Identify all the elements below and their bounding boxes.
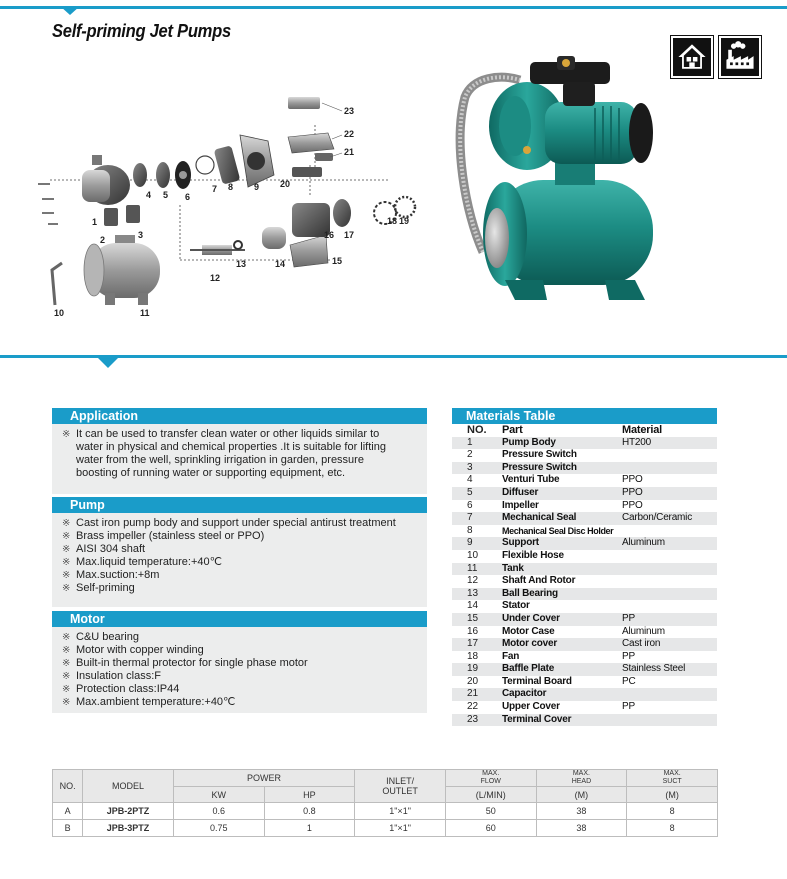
bullet-icon: ※ — [62, 697, 71, 708]
materials-cell-no: 17 — [467, 638, 479, 650]
motor-item: Motor with copper winding — [76, 644, 204, 656]
callout-11: 11 — [140, 308, 150, 318]
materials-row — [452, 714, 717, 727]
callout-2: 2 — [100, 235, 106, 245]
materials-cell-no: 5 — [467, 486, 473, 498]
pump-item: Self-priming — [76, 582, 135, 594]
materials-cell-part: Mechanical Seal — [502, 512, 577, 524]
materials-cell-no: 20 — [467, 675, 479, 687]
spec-flow-header: MAX. FLOW — [445, 770, 536, 787]
spec-suct-header: MAX. SUCT — [627, 770, 718, 787]
motor-item: Insulation class:F — [76, 670, 161, 682]
callout-8: 8 — [228, 182, 234, 192]
materials-cell-material: PP — [622, 612, 635, 624]
bullet-icon: ※ — [62, 429, 71, 440]
bullet-icon: ※ — [62, 544, 71, 555]
application-line: boosting of running water or supporting equipment, etc. — [76, 467, 346, 479]
spec-row: A JPB-2PTZ 0.6 0.8 1"×1" 50 38 8 — [53, 803, 718, 820]
materials-cell-no: 21 — [467, 688, 479, 700]
spec-model-header: MODEL — [83, 770, 174, 803]
materials-row — [452, 487, 717, 500]
application-line: water from the well, sprinkling irrigation in garden, pressure — [76, 454, 364, 466]
materials-cell-material — [622, 563, 717, 576]
spec-no-header: NO. — [53, 770, 83, 803]
materials-cell-material: Aluminum — [622, 537, 665, 549]
callout-9: 9 — [254, 182, 260, 192]
motor-item: Built-in thermal protector for single phase motor — [76, 657, 308, 669]
materials-cell-material — [622, 600, 717, 613]
materials-cell-part: Venturi Tube — [502, 474, 560, 486]
materials-cell-part: Mechanical Seal Disc Holder — [502, 525, 614, 536]
bullet-icon: ※ — [62, 632, 71, 643]
materials-row — [452, 575, 717, 588]
materials-cell-no: 6 — [467, 499, 473, 511]
materials-cell-part: Stator — [502, 600, 530, 612]
application-line: It can be used to transfer clean water or other liquids similar to — [76, 428, 380, 440]
materials-cell-part: Diffuser — [502, 486, 539, 498]
materials-cell-no: 19 — [467, 663, 479, 675]
materials-cell-no: 11 — [467, 562, 478, 574]
materials-row — [452, 613, 717, 626]
bullet-icon: ※ — [62, 557, 71, 568]
bullet-icon: ※ — [62, 570, 71, 581]
materials-cell-no: 12 — [467, 575, 479, 587]
materials-cell-part: Shaft And Rotor — [502, 575, 576, 587]
materials-cell-material: Cast iron — [622, 638, 661, 650]
callout-19: 19 — [399, 216, 410, 226]
materials-cell-part: Terminal Cover — [502, 713, 572, 725]
spec-flow-unit: (L/MIN) — [445, 787, 536, 803]
materials-row — [452, 474, 717, 487]
col-material-header: Material — [622, 424, 662, 436]
materials-cell-no: 18 — [467, 650, 479, 662]
materials-cell-material — [622, 714, 717, 727]
materials-row — [452, 449, 717, 462]
callout-5: 5 — [163, 190, 169, 200]
exploded-parts-diagram — [30, 95, 430, 325]
materials-row — [452, 588, 717, 601]
materials-cell-part: Ball Bearing — [502, 587, 558, 599]
materials-cell-material — [622, 449, 717, 462]
materials-row — [452, 437, 717, 450]
materials-cell-material — [622, 588, 717, 601]
house-icon — [671, 36, 713, 78]
callout-21: 21 — [344, 147, 355, 157]
materials-row — [452, 600, 717, 613]
application-body — [52, 424, 427, 494]
materials-cell-material — [622, 525, 717, 538]
materials-row — [452, 462, 717, 475]
top-rule — [0, 6, 787, 9]
materials-cell-part: Fan — [502, 650, 520, 662]
spec-hp-header: HP — [264, 787, 355, 803]
materials-cell-no: 10 — [467, 549, 479, 561]
section-divider-tab — [97, 357, 119, 368]
materials-cell-material: Stainless Steel — [622, 663, 686, 675]
col-no-header: NO. — [467, 424, 487, 436]
materials-cell-no: 15 — [467, 612, 479, 624]
materials-table — [452, 424, 717, 726]
bullet-icon: ※ — [62, 531, 71, 542]
materials-cell-no: 7 — [467, 512, 473, 524]
materials-cell-no: 23 — [467, 713, 479, 725]
materials-row — [452, 676, 717, 689]
spec-head-header: MAX. HEAD — [536, 770, 627, 787]
page-title: Self-priming Jet Pumps — [52, 21, 231, 41]
materials-row — [452, 537, 717, 550]
callout-6: 6 — [185, 192, 191, 202]
pump-item: Max.liquid temperature:+40℃ — [76, 556, 222, 568]
callout-14: 14 — [275, 259, 286, 269]
callout-4: 4 — [146, 190, 152, 200]
motor-item: Max.ambient temperature:+40℃ — [76, 696, 236, 708]
bullet-icon: ※ — [62, 518, 71, 529]
materials-cell-part: Upper Cover — [502, 701, 560, 713]
materials-row — [452, 525, 717, 538]
callout-15: 15 — [332, 256, 343, 266]
col-part-header: Part — [502, 424, 523, 436]
motor-item: C&U bearing — [76, 631, 139, 643]
spec-row: B JPB-3PTZ 0.75 1 1"×1" 60 38 8 — [53, 820, 718, 837]
materials-cell-material: PPO — [622, 474, 643, 486]
materials-cell-part: Pump Body — [502, 436, 556, 448]
spec-kw-header: KW — [173, 787, 264, 803]
materials-cell-material — [622, 688, 717, 701]
materials-cell-no: 9 — [467, 537, 473, 549]
pump-item: Max.suction:+8m — [76, 569, 160, 581]
product-photo — [445, 52, 670, 327]
bullet-icon: ※ — [62, 645, 71, 656]
callout-17: 17 — [344, 230, 355, 240]
materials-table-heading: Materials Table — [452, 408, 717, 424]
materials-cell-material — [622, 462, 717, 475]
materials-cell-material: PPO — [622, 499, 643, 511]
materials-cell-no: 3 — [467, 461, 473, 473]
materials-cell-material: PP — [622, 701, 635, 713]
bullet-icon: ※ — [62, 658, 71, 669]
materials-cell-part: Terminal Board — [502, 675, 572, 687]
callout-22: 22 — [344, 129, 355, 139]
materials-cell-material: PPO — [622, 486, 643, 498]
materials-header-row — [452, 424, 717, 437]
materials-cell-part: Impeller — [502, 499, 539, 511]
application-line: water in physical and chemical properties .It is suitable for lifting — [76, 441, 386, 453]
materials-row — [452, 663, 717, 676]
materials-cell-no: 8 — [467, 524, 473, 536]
materials-cell-no: 1 — [467, 436, 473, 448]
spec-power-header: POWER — [173, 770, 354, 787]
materials-cell-part: Motor Case — [502, 625, 555, 637]
bullet-icon: ※ — [62, 684, 71, 695]
materials-cell-part: Motor cover — [502, 638, 558, 650]
model-spec-table — [52, 769, 718, 837]
materials-row — [452, 500, 717, 513]
bullet-icon: ※ — [62, 671, 71, 682]
spec-suct-unit: (M) — [627, 787, 718, 803]
callout-7: 7 — [212, 184, 218, 194]
materials-row — [452, 512, 717, 525]
factory-icon — [719, 36, 761, 78]
materials-cell-material — [622, 575, 717, 588]
materials-row — [452, 626, 717, 639]
materials-cell-material: PP — [622, 650, 635, 662]
materials-cell-no: 13 — [467, 587, 479, 599]
bullet-icon: ※ — [62, 583, 71, 594]
callout-3: 3 — [138, 230, 144, 240]
pump-item: Cast iron pump body and support under special antirust treatment — [76, 517, 396, 529]
materials-cell-material: HT200 — [622, 436, 652, 448]
pump-heading: Pump — [52, 497, 427, 513]
pump-item: Brass impeller (stainless steel or PPO) — [76, 530, 265, 542]
spec-inlet-header: INLET/ OUTLET — [355, 770, 446, 803]
materials-cell-no: 14 — [467, 600, 479, 612]
materials-cell-material: Aluminum — [622, 625, 665, 637]
top-rule-tab — [60, 6, 80, 15]
pump-body — [52, 513, 427, 607]
materials-cell-no: 16 — [467, 625, 479, 637]
callout-20: 20 — [280, 179, 291, 189]
callout-23: 23 — [344, 106, 355, 116]
materials-row — [452, 563, 717, 576]
materials-cell-part: Pressure Switch — [502, 461, 577, 473]
callout-10: 10 — [54, 308, 65, 318]
materials-row — [452, 701, 717, 714]
materials-cell-part: Flexible Hose — [502, 549, 564, 561]
callout-1: 1 — [92, 217, 98, 227]
spec-head-unit: (M) — [536, 787, 627, 803]
motor-body — [52, 627, 427, 713]
materials-cell-material — [622, 550, 717, 563]
materials-row — [452, 638, 717, 651]
materials-cell-part: Baffle Plate — [502, 663, 555, 675]
application-heading: Application — [52, 408, 427, 424]
callout-16: 16 — [324, 230, 335, 240]
materials-cell-part: Under Cover — [502, 612, 560, 624]
callout-18: 18 — [387, 216, 398, 226]
materials-cell-part: Pressure Switch — [502, 449, 577, 461]
materials-cell-part: Tank — [502, 562, 524, 574]
materials-row — [452, 688, 717, 701]
callout-12: 12 — [210, 273, 221, 283]
materials-cell-no: 2 — [467, 449, 473, 461]
materials-cell-part: Capacitor — [502, 688, 547, 700]
pump-item: AISI 304 shaft — [76, 543, 146, 555]
materials-cell-material: PC — [622, 675, 636, 687]
materials-row — [452, 651, 717, 664]
motor-item: Protection class:IP44 — [76, 683, 180, 695]
materials-row — [452, 550, 717, 563]
callout-13: 13 — [236, 259, 247, 269]
materials-cell-no: 22 — [467, 701, 479, 713]
materials-cell-material: Carbon/Ceramic — [622, 512, 693, 524]
materials-cell-no: 4 — [467, 474, 473, 486]
materials-cell-part: Support — [502, 537, 539, 549]
motor-heading: Motor — [52, 611, 427, 627]
